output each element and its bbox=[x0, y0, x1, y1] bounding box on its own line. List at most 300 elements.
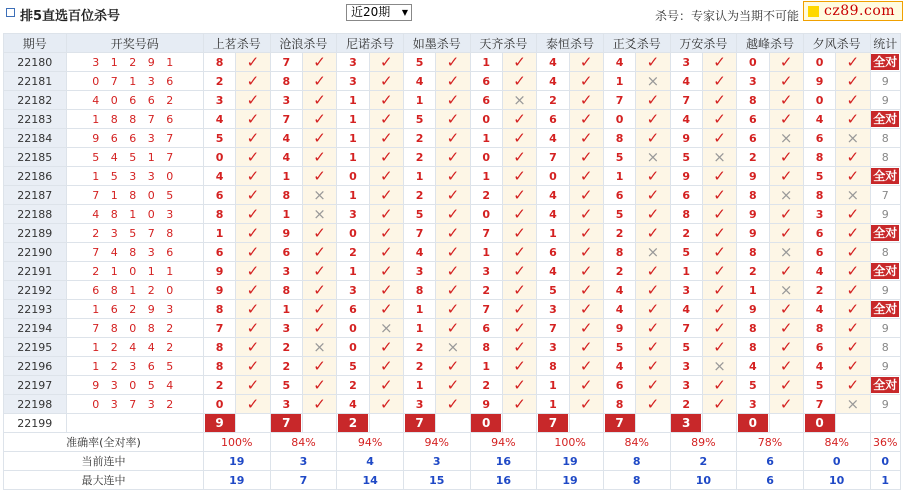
kill-number: 0 bbox=[603, 110, 635, 129]
kill-number: 3 bbox=[203, 91, 235, 110]
draw-numbers: 7 8 0 8 2 bbox=[66, 319, 203, 338]
stat-cell: 9 bbox=[870, 205, 900, 224]
check-icon: ✓ bbox=[436, 281, 470, 300]
kill-number: 9 bbox=[470, 395, 502, 414]
kill-number: 4 bbox=[603, 300, 635, 319]
draw-numbers: 1 5 3 3 0 bbox=[66, 167, 203, 186]
kill-number-table bbox=[3, 33, 901, 490]
check-icon: ✓ bbox=[836, 53, 870, 72]
kill-number: 8 bbox=[737, 319, 769, 338]
check-icon: ✓ bbox=[569, 205, 603, 224]
kill-number: 8 bbox=[270, 72, 302, 91]
stat-cell: 9 bbox=[870, 395, 900, 414]
check-icon: ✓ bbox=[302, 224, 336, 243]
all-correct-badge: 全对 bbox=[873, 112, 898, 126]
issue-number: 22197 bbox=[4, 376, 67, 395]
kill-number: 2 bbox=[403, 129, 435, 148]
summary-label: 准确率(全对率) bbox=[4, 433, 204, 452]
check-icon: ✓ bbox=[236, 72, 270, 91]
check-icon: ✓ bbox=[769, 53, 803, 72]
check-icon: ✓ bbox=[836, 357, 870, 376]
kill-number: 8 bbox=[270, 281, 302, 300]
table-row bbox=[4, 262, 901, 281]
check-icon: ✓ bbox=[436, 376, 470, 395]
stat-cell bbox=[870, 224, 900, 243]
check-icon: ✓ bbox=[569, 129, 603, 148]
kill-number: 2 bbox=[403, 357, 435, 376]
kill-number: 1 bbox=[337, 262, 369, 281]
draw-numbers: 1 2 4 4 2 bbox=[66, 338, 203, 357]
table-row bbox=[4, 91, 901, 110]
check-icon: ✓ bbox=[636, 338, 670, 357]
kill-number: 5 bbox=[603, 148, 635, 167]
summary-value: 94% bbox=[470, 433, 537, 452]
check-icon: ✓ bbox=[502, 281, 536, 300]
check-icon: ✓ bbox=[302, 319, 336, 338]
kill-number: 2 bbox=[270, 338, 302, 357]
table-row bbox=[4, 224, 901, 243]
kill-number: 9 bbox=[270, 224, 302, 243]
issue-number: 22183 bbox=[4, 110, 67, 129]
check-icon: ✓ bbox=[236, 148, 270, 167]
kill-number: 5 bbox=[670, 243, 702, 262]
check-icon: ✓ bbox=[502, 262, 536, 281]
kill-number: 1 bbox=[403, 319, 435, 338]
kill-number: 4 bbox=[270, 148, 302, 167]
all-correct-badge: 全对 bbox=[873, 302, 898, 316]
check-icon: ✓ bbox=[636, 205, 670, 224]
kill-number: 4 bbox=[670, 300, 702, 319]
check-icon: ✓ bbox=[636, 167, 670, 186]
table-row bbox=[4, 243, 901, 262]
kill-number: 5 bbox=[337, 357, 369, 376]
kill-number: 0 bbox=[470, 110, 502, 129]
summary-value: 100% bbox=[537, 433, 604, 452]
check-icon: ✓ bbox=[436, 205, 470, 224]
kill-number: 5 bbox=[670, 148, 702, 167]
check-icon: ✓ bbox=[502, 300, 536, 319]
check-icon: ✓ bbox=[502, 243, 536, 262]
check-icon: ✓ bbox=[236, 395, 270, 414]
issue-number: 22187 bbox=[4, 186, 67, 205]
cross-icon: × bbox=[636, 148, 670, 167]
current-kill-cell bbox=[403, 414, 435, 433]
summary-row bbox=[4, 433, 901, 452]
kill-number: 1 bbox=[603, 72, 635, 91]
summary-value: 84% bbox=[803, 433, 870, 452]
kill-number: 4 bbox=[803, 357, 835, 376]
table-row bbox=[4, 376, 901, 395]
cross-icon: × bbox=[436, 338, 470, 357]
kill-number: 1 bbox=[403, 300, 435, 319]
check-icon: ✓ bbox=[436, 262, 470, 281]
issue-number: 22199 bbox=[4, 414, 67, 433]
cross-icon: × bbox=[836, 129, 870, 148]
kill-number: 8 bbox=[803, 319, 835, 338]
table-row bbox=[4, 53, 901, 72]
check-icon: ✓ bbox=[236, 91, 270, 110]
kill-number: 4 bbox=[803, 262, 835, 281]
kill-number: 1 bbox=[537, 376, 569, 395]
kill-number: 6 bbox=[470, 91, 502, 110]
kill-number: 5 bbox=[603, 205, 635, 224]
column-header: 天齐杀号 bbox=[470, 34, 537, 53]
current-kill-value: 0 bbox=[738, 414, 768, 432]
kill-number: 1 bbox=[537, 224, 569, 243]
current-kill-spacer bbox=[702, 414, 736, 433]
check-icon: ✓ bbox=[769, 300, 803, 319]
draw-numbers: 6 8 1 2 0 bbox=[66, 281, 203, 300]
stat-cell bbox=[870, 262, 900, 281]
check-icon: ✓ bbox=[836, 300, 870, 319]
kill-number: 5 bbox=[603, 338, 635, 357]
kill-number: 9 bbox=[737, 167, 769, 186]
check-icon: ✓ bbox=[636, 129, 670, 148]
table-row bbox=[4, 319, 901, 338]
check-icon: ✓ bbox=[702, 281, 736, 300]
check-icon: ✓ bbox=[702, 224, 736, 243]
check-icon: ✓ bbox=[302, 148, 336, 167]
table-row bbox=[4, 281, 901, 300]
kill-number: 6 bbox=[670, 186, 702, 205]
current-kill-spacer bbox=[236, 414, 270, 433]
draw-numbers: 7 1 8 0 5 bbox=[66, 186, 203, 205]
kill-number: 6 bbox=[537, 110, 569, 129]
check-icon: ✓ bbox=[769, 319, 803, 338]
check-icon: ✓ bbox=[436, 186, 470, 205]
summary-value: 8 bbox=[603, 471, 670, 490]
kill-number: 1 bbox=[470, 53, 502, 72]
draw-numbers: 4 0 6 6 2 bbox=[66, 91, 203, 110]
summary-value: 2 bbox=[670, 452, 737, 471]
kill-number: 6 bbox=[803, 129, 835, 148]
issue-number: 22181 bbox=[4, 72, 67, 91]
summary-value: 19 bbox=[537, 471, 604, 490]
kill-number: 5 bbox=[270, 376, 302, 395]
kill-number: 0 bbox=[470, 148, 502, 167]
table-row bbox=[4, 395, 901, 414]
kill-number: 4 bbox=[537, 129, 569, 148]
kill-number: 5 bbox=[403, 53, 435, 72]
check-icon: ✓ bbox=[502, 186, 536, 205]
draw-numbers: 1 2 3 6 5 bbox=[66, 357, 203, 376]
table-row bbox=[4, 338, 901, 357]
check-icon: ✓ bbox=[769, 91, 803, 110]
check-icon: ✓ bbox=[436, 110, 470, 129]
check-icon: ✓ bbox=[502, 129, 536, 148]
check-icon: ✓ bbox=[369, 110, 403, 129]
check-icon: ✓ bbox=[369, 395, 403, 414]
draw-numbers: 0 7 1 3 6 bbox=[66, 72, 203, 91]
column-header: 统计 bbox=[870, 34, 900, 53]
current-kill-spacer bbox=[636, 414, 670, 433]
kill-number: 9 bbox=[803, 72, 835, 91]
summary-value: 16 bbox=[470, 471, 537, 490]
cross-icon: × bbox=[636, 243, 670, 262]
check-icon: ✓ bbox=[702, 186, 736, 205]
check-icon: ✓ bbox=[769, 338, 803, 357]
column-header: 如墨杀号 bbox=[403, 34, 470, 53]
issue-number: 22192 bbox=[4, 281, 67, 300]
kill-number: 2 bbox=[537, 91, 569, 110]
kill-number: 5 bbox=[403, 110, 435, 129]
check-icon: ✓ bbox=[302, 91, 336, 110]
check-icon: ✓ bbox=[569, 148, 603, 167]
issue-number: 22195 bbox=[4, 338, 67, 357]
kill-number: 0 bbox=[337, 338, 369, 357]
check-icon: ✓ bbox=[836, 376, 870, 395]
check-icon: ✓ bbox=[502, 357, 536, 376]
kill-number: 2 bbox=[670, 395, 702, 414]
check-icon: ✓ bbox=[236, 319, 270, 338]
stat-cell: 8 bbox=[870, 148, 900, 167]
check-icon: ✓ bbox=[836, 205, 870, 224]
kill-number: 7 bbox=[270, 110, 302, 129]
issue-number: 22194 bbox=[4, 319, 67, 338]
check-icon: ✓ bbox=[836, 262, 870, 281]
issue-number: 22193 bbox=[4, 300, 67, 319]
kill-number: 0 bbox=[470, 205, 502, 224]
kill-number: 7 bbox=[203, 319, 235, 338]
kill-number: 6 bbox=[603, 186, 635, 205]
kill-number: 2 bbox=[603, 224, 635, 243]
check-icon: ✓ bbox=[836, 167, 870, 186]
check-icon: ✓ bbox=[569, 72, 603, 91]
check-icon: ✓ bbox=[836, 224, 870, 243]
cross-icon: × bbox=[636, 72, 670, 91]
all-correct-badge: 全对 bbox=[873, 55, 898, 69]
kill-number: 8 bbox=[737, 186, 769, 205]
current-kill-spacer bbox=[569, 414, 603, 433]
summary-value: 3 bbox=[403, 452, 470, 471]
check-icon: ✓ bbox=[369, 338, 403, 357]
draw-numbers: 7 4 8 3 6 bbox=[66, 243, 203, 262]
kill-number: 1 bbox=[337, 148, 369, 167]
kill-number: 1 bbox=[203, 224, 235, 243]
kill-number-note: 杀号：专家认为当期不可能 bbox=[655, 9, 800, 23]
kill-number: 2 bbox=[203, 376, 235, 395]
check-icon: ✓ bbox=[236, 167, 270, 186]
check-icon: ✓ bbox=[236, 53, 270, 72]
check-icon: ✓ bbox=[302, 129, 336, 148]
check-icon: ✓ bbox=[636, 357, 670, 376]
kill-number: 7 bbox=[470, 300, 502, 319]
kill-number: 8 bbox=[670, 205, 702, 224]
cross-icon: × bbox=[702, 148, 736, 167]
kill-number: 9 bbox=[737, 224, 769, 243]
check-icon: ✓ bbox=[569, 91, 603, 110]
summary-value: 10 bbox=[670, 471, 737, 490]
check-icon: ✓ bbox=[369, 91, 403, 110]
check-icon: ✓ bbox=[769, 167, 803, 186]
kill-number: 7 bbox=[670, 319, 702, 338]
summary-value: 15 bbox=[403, 471, 470, 490]
kill-number: 2 bbox=[470, 186, 502, 205]
kill-number: 6 bbox=[737, 129, 769, 148]
kill-number: 4 bbox=[670, 72, 702, 91]
check-icon: ✓ bbox=[636, 376, 670, 395]
summary-value: 19 bbox=[203, 452, 270, 471]
issue-number: 22188 bbox=[4, 205, 67, 224]
summary-value: 89% bbox=[670, 433, 737, 452]
kill-number: 1 bbox=[537, 395, 569, 414]
kill-number: 9 bbox=[203, 262, 235, 281]
check-icon: ✓ bbox=[569, 167, 603, 186]
check-icon: ✓ bbox=[502, 167, 536, 186]
kill-number: 2 bbox=[270, 357, 302, 376]
current-kill-value: 2 bbox=[338, 414, 368, 432]
draw-numbers: 1 6 2 9 3 bbox=[66, 300, 203, 319]
kill-number: 6 bbox=[803, 243, 835, 262]
check-icon: ✓ bbox=[636, 53, 670, 72]
check-icon: ✓ bbox=[636, 224, 670, 243]
check-icon: ✓ bbox=[436, 72, 470, 91]
check-icon: ✓ bbox=[369, 167, 403, 186]
kill-number: 0 bbox=[337, 319, 369, 338]
kill-number: 3 bbox=[670, 357, 702, 376]
check-icon: ✓ bbox=[502, 72, 536, 91]
check-icon: ✓ bbox=[702, 338, 736, 357]
stat-cell: 9 bbox=[870, 357, 900, 376]
draw-numbers: 2 1 0 1 1 bbox=[66, 262, 203, 281]
summary-value: 94% bbox=[403, 433, 470, 452]
summary-value: 4 bbox=[337, 452, 404, 471]
check-icon: ✓ bbox=[436, 167, 470, 186]
check-icon: ✓ bbox=[769, 224, 803, 243]
kill-number: 0 bbox=[803, 91, 835, 110]
check-icon: ✓ bbox=[236, 243, 270, 262]
check-icon: ✓ bbox=[702, 53, 736, 72]
check-icon: ✓ bbox=[302, 281, 336, 300]
summary-value: 94% bbox=[337, 433, 404, 452]
kill-number: 1 bbox=[337, 129, 369, 148]
summary-value: 84% bbox=[270, 433, 337, 452]
kill-number: 1 bbox=[270, 205, 302, 224]
collapse-square-icon[interactable] bbox=[6, 8, 15, 17]
check-icon: ✓ bbox=[369, 243, 403, 262]
kill-number: 3 bbox=[670, 376, 702, 395]
kill-number: 2 bbox=[470, 281, 502, 300]
check-icon: ✓ bbox=[236, 338, 270, 357]
kill-number: 1 bbox=[470, 243, 502, 262]
kill-number: 3 bbox=[337, 281, 369, 300]
kill-number: 1 bbox=[470, 167, 502, 186]
kill-number: 4 bbox=[337, 395, 369, 414]
kill-number: 3 bbox=[270, 319, 302, 338]
check-icon: ✓ bbox=[436, 300, 470, 319]
kill-number: 2 bbox=[337, 376, 369, 395]
kill-number: 3 bbox=[737, 72, 769, 91]
check-icon: ✓ bbox=[302, 243, 336, 262]
kill-number: 3 bbox=[337, 72, 369, 91]
table-row bbox=[4, 129, 901, 148]
kill-number: 1 bbox=[403, 91, 435, 110]
kill-number: 2 bbox=[670, 224, 702, 243]
stat-cell: 9 bbox=[870, 281, 900, 300]
current-kill-spacer bbox=[769, 414, 803, 433]
column-header: 正爻杀号 bbox=[603, 34, 670, 53]
check-icon: ✓ bbox=[502, 224, 536, 243]
summary-value: 7 bbox=[270, 471, 337, 490]
summary-value: 10 bbox=[803, 471, 870, 490]
kill-number: 1 bbox=[270, 167, 302, 186]
check-icon: ✓ bbox=[769, 205, 803, 224]
kill-number: 2 bbox=[403, 148, 435, 167]
check-icon: ✓ bbox=[236, 376, 270, 395]
kill-number: 4 bbox=[403, 72, 435, 91]
check-icon: ✓ bbox=[569, 110, 603, 129]
check-icon: ✓ bbox=[302, 53, 336, 72]
cross-icon: × bbox=[836, 395, 870, 414]
check-icon: ✓ bbox=[702, 262, 736, 281]
check-icon: ✓ bbox=[436, 319, 470, 338]
table-row bbox=[4, 357, 901, 376]
check-icon: ✓ bbox=[636, 186, 670, 205]
check-icon: ✓ bbox=[236, 129, 270, 148]
top-bar bbox=[0, 0, 904, 30]
kill-number: 8 bbox=[737, 91, 769, 110]
kill-number: 5 bbox=[403, 205, 435, 224]
current-kill-spacer bbox=[502, 414, 536, 433]
check-icon: ✓ bbox=[702, 167, 736, 186]
site-logo[interactable] bbox=[803, 1, 903, 21]
check-icon: ✓ bbox=[236, 281, 270, 300]
check-icon: ✓ bbox=[369, 357, 403, 376]
check-icon: ✓ bbox=[569, 53, 603, 72]
table-row bbox=[4, 148, 901, 167]
kill-number: 8 bbox=[603, 395, 635, 414]
current-kill-value: 0 bbox=[471, 414, 501, 432]
kill-number: 4 bbox=[537, 72, 569, 91]
stat-cell: 8 bbox=[870, 338, 900, 357]
kill-number: 1 bbox=[470, 129, 502, 148]
kill-number: 7 bbox=[537, 148, 569, 167]
kill-number: 1 bbox=[270, 300, 302, 319]
check-icon: ✓ bbox=[569, 357, 603, 376]
kill-number: 5 bbox=[537, 281, 569, 300]
stat-cell: 8 bbox=[870, 129, 900, 148]
summary-value: 1 bbox=[870, 471, 900, 490]
kill-number: 9 bbox=[203, 281, 235, 300]
kill-number: 3 bbox=[270, 395, 302, 414]
kill-number: 6 bbox=[737, 110, 769, 129]
check-icon: ✓ bbox=[236, 186, 270, 205]
all-correct-badge: 全对 bbox=[873, 169, 898, 183]
kill-number: 3 bbox=[737, 395, 769, 414]
current-kill-cell bbox=[670, 414, 702, 433]
check-icon: ✓ bbox=[836, 319, 870, 338]
check-icon: ✓ bbox=[636, 110, 670, 129]
stat-cell bbox=[870, 376, 900, 395]
check-icon: ✓ bbox=[502, 376, 536, 395]
check-icon: ✓ bbox=[302, 110, 336, 129]
stat-cell bbox=[870, 110, 900, 129]
kill-number: 7 bbox=[470, 224, 502, 243]
check-icon: ✓ bbox=[369, 72, 403, 91]
kill-number: 1 bbox=[403, 167, 435, 186]
column-header: 开奖号码 bbox=[66, 34, 203, 53]
table-header-row bbox=[4, 34, 901, 53]
kill-number: 0 bbox=[203, 148, 235, 167]
kill-number: 4 bbox=[403, 243, 435, 262]
stat-cell bbox=[870, 414, 900, 433]
table-row bbox=[4, 72, 901, 91]
current-kill-value: 7 bbox=[538, 414, 568, 432]
kill-number: 6 bbox=[537, 243, 569, 262]
period-select[interactable] bbox=[346, 4, 412, 21]
kill-number: 7 bbox=[670, 91, 702, 110]
kill-number: 8 bbox=[403, 281, 435, 300]
